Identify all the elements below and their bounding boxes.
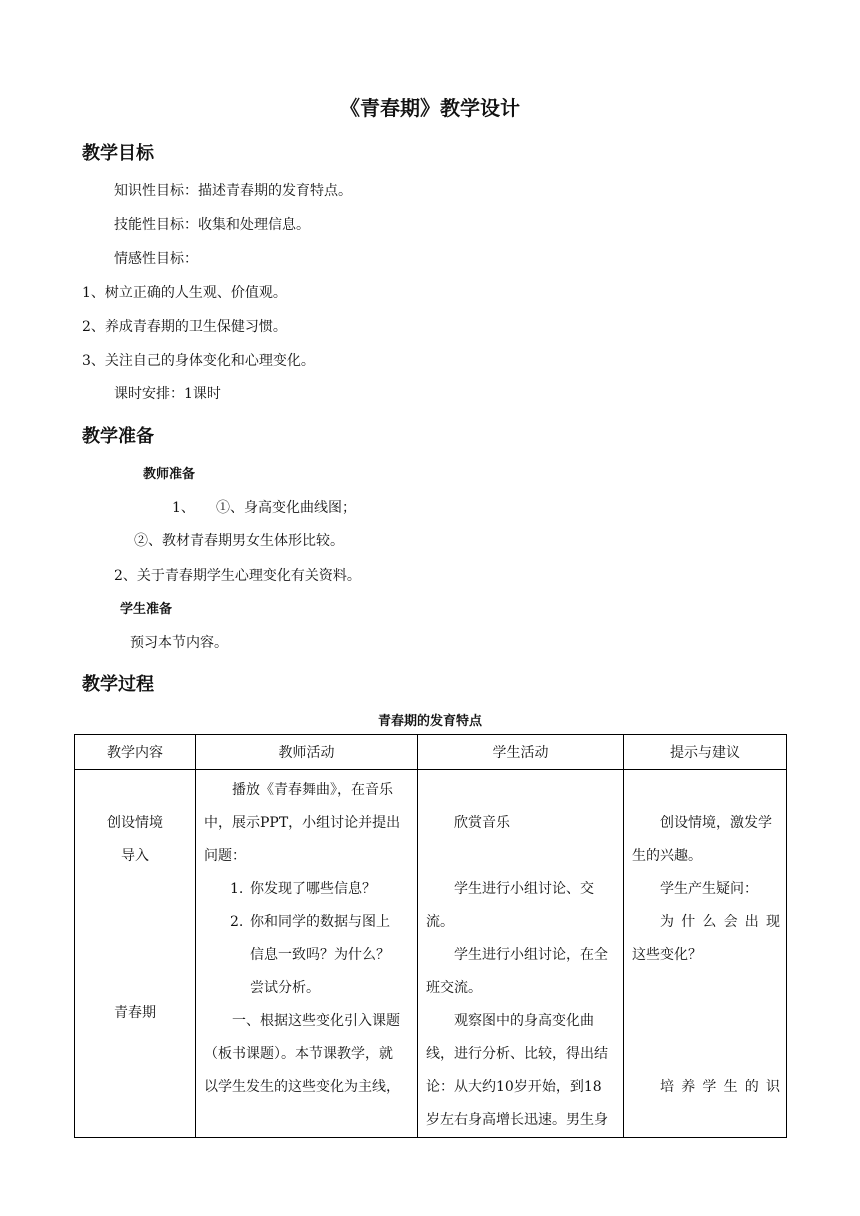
table-caption: 青春期的发育特点	[377, 714, 482, 729]
goal-item-1: 1、树立正确的人生观、价值观。	[82, 285, 287, 301]
cell-content	[75, 770, 196, 1138]
tips-line-3: 学生产生疑问：	[660, 881, 758, 897]
document-title: 《青春期》教学设计	[340, 96, 520, 120]
teacher-prep-item1b: ②、教材青春期男女生体形比较。	[134, 533, 344, 549]
goal-skill: 技能性目标：收集和处理信息。	[114, 217, 310, 233]
student-line-4: 班交流。	[426, 980, 482, 996]
lesson-table	[74, 734, 787, 1138]
tips-line-4: 为什么会出现	[660, 914, 780, 930]
teacher-line-p3: 以学生发生的这些变化为主线，	[204, 1079, 400, 1095]
list-item: 2. 你和同学的数据与图上	[230, 914, 390, 930]
list-item: 尝试分析。	[250, 980, 320, 996]
table-header-row	[75, 735, 787, 770]
goal-affective: 情感性目标：	[114, 251, 198, 267]
student-line-6: 线，进行分析、比较，得出结	[426, 1046, 608, 1062]
teacher-prep-item1-num: 1、	[172, 500, 195, 516]
student-line-1: 欣赏音乐	[454, 815, 510, 831]
list-item: 1. 你发现了哪些信息？	[230, 881, 376, 897]
student-line-3: 学生进行小组讨论，在全	[454, 947, 608, 963]
teacher-line-3: 问题：	[204, 848, 246, 864]
content-line-2: 导入	[121, 848, 149, 864]
cell-student	[418, 770, 624, 1138]
header-content: 教学内容	[75, 735, 196, 770]
cell-tips	[624, 770, 787, 1138]
header-student: 学生活动	[418, 735, 624, 770]
goal-item-2: 2、养成青春期的卫生保健习惯。	[82, 319, 287, 335]
teacher-line-2: 中，展示PPT，小组讨论并提出	[204, 815, 401, 831]
tips-line-6: 培养学生的识	[660, 1079, 780, 1095]
student-line-8: 岁左右身高增长迅速。男生身	[426, 1112, 608, 1128]
cell-teacher	[196, 770, 418, 1138]
content-line-3: 青春期	[114, 1005, 156, 1021]
content-line-1: 创设情境	[107, 815, 163, 831]
student-prep-label: 学生准备	[120, 602, 173, 617]
teacher-line-1: 播放《青春舞曲》，在音乐	[232, 782, 393, 798]
goal-item-3: 3、关注自己的身体变化和心理变化。	[82, 353, 315, 369]
heading-goals: 教学目标	[82, 143, 154, 164]
student-line-7: 论：从大约10岁开始，到18	[426, 1079, 602, 1095]
tips-line-1: 创设情境，激发学	[660, 815, 772, 831]
list-item: 信息一致吗？为什么？	[250, 947, 390, 963]
tips-line-5: 这些变化？	[632, 947, 702, 963]
header-tips: 提示与建议	[624, 735, 787, 770]
header-teacher: 教师活动	[196, 735, 418, 770]
table-row	[75, 770, 787, 1138]
teacher-line-p1: 一、根据这些变化引入课题	[232, 1013, 400, 1029]
student-line-2: 学生进行小组讨论、交流。	[426, 881, 594, 930]
goal-knowledge: 知识性目标：描述青春期的发育特点。	[114, 183, 352, 199]
question-list	[204, 873, 411, 1005]
student-line-5: 观察图中的身高变化曲	[454, 1013, 594, 1029]
heading-process: 教学过程	[82, 674, 154, 695]
student-prep-item: 预习本节内容。	[130, 635, 228, 651]
tips-line-2: 生的兴趣。	[632, 848, 702, 864]
heading-prep: 教学准备	[82, 426, 154, 447]
teacher-prep-item2: 2、关于青春期学生心理变化有关资料。	[114, 568, 361, 584]
teacher-prep-item1: ①、身高变化曲线图；	[216, 500, 356, 516]
schedule: 课时安排：1课时	[114, 386, 221, 402]
teacher-line-p2: （板书课题）。本节课教学，就	[204, 1046, 393, 1062]
teacher-prep-label: 教师准备	[143, 467, 196, 482]
